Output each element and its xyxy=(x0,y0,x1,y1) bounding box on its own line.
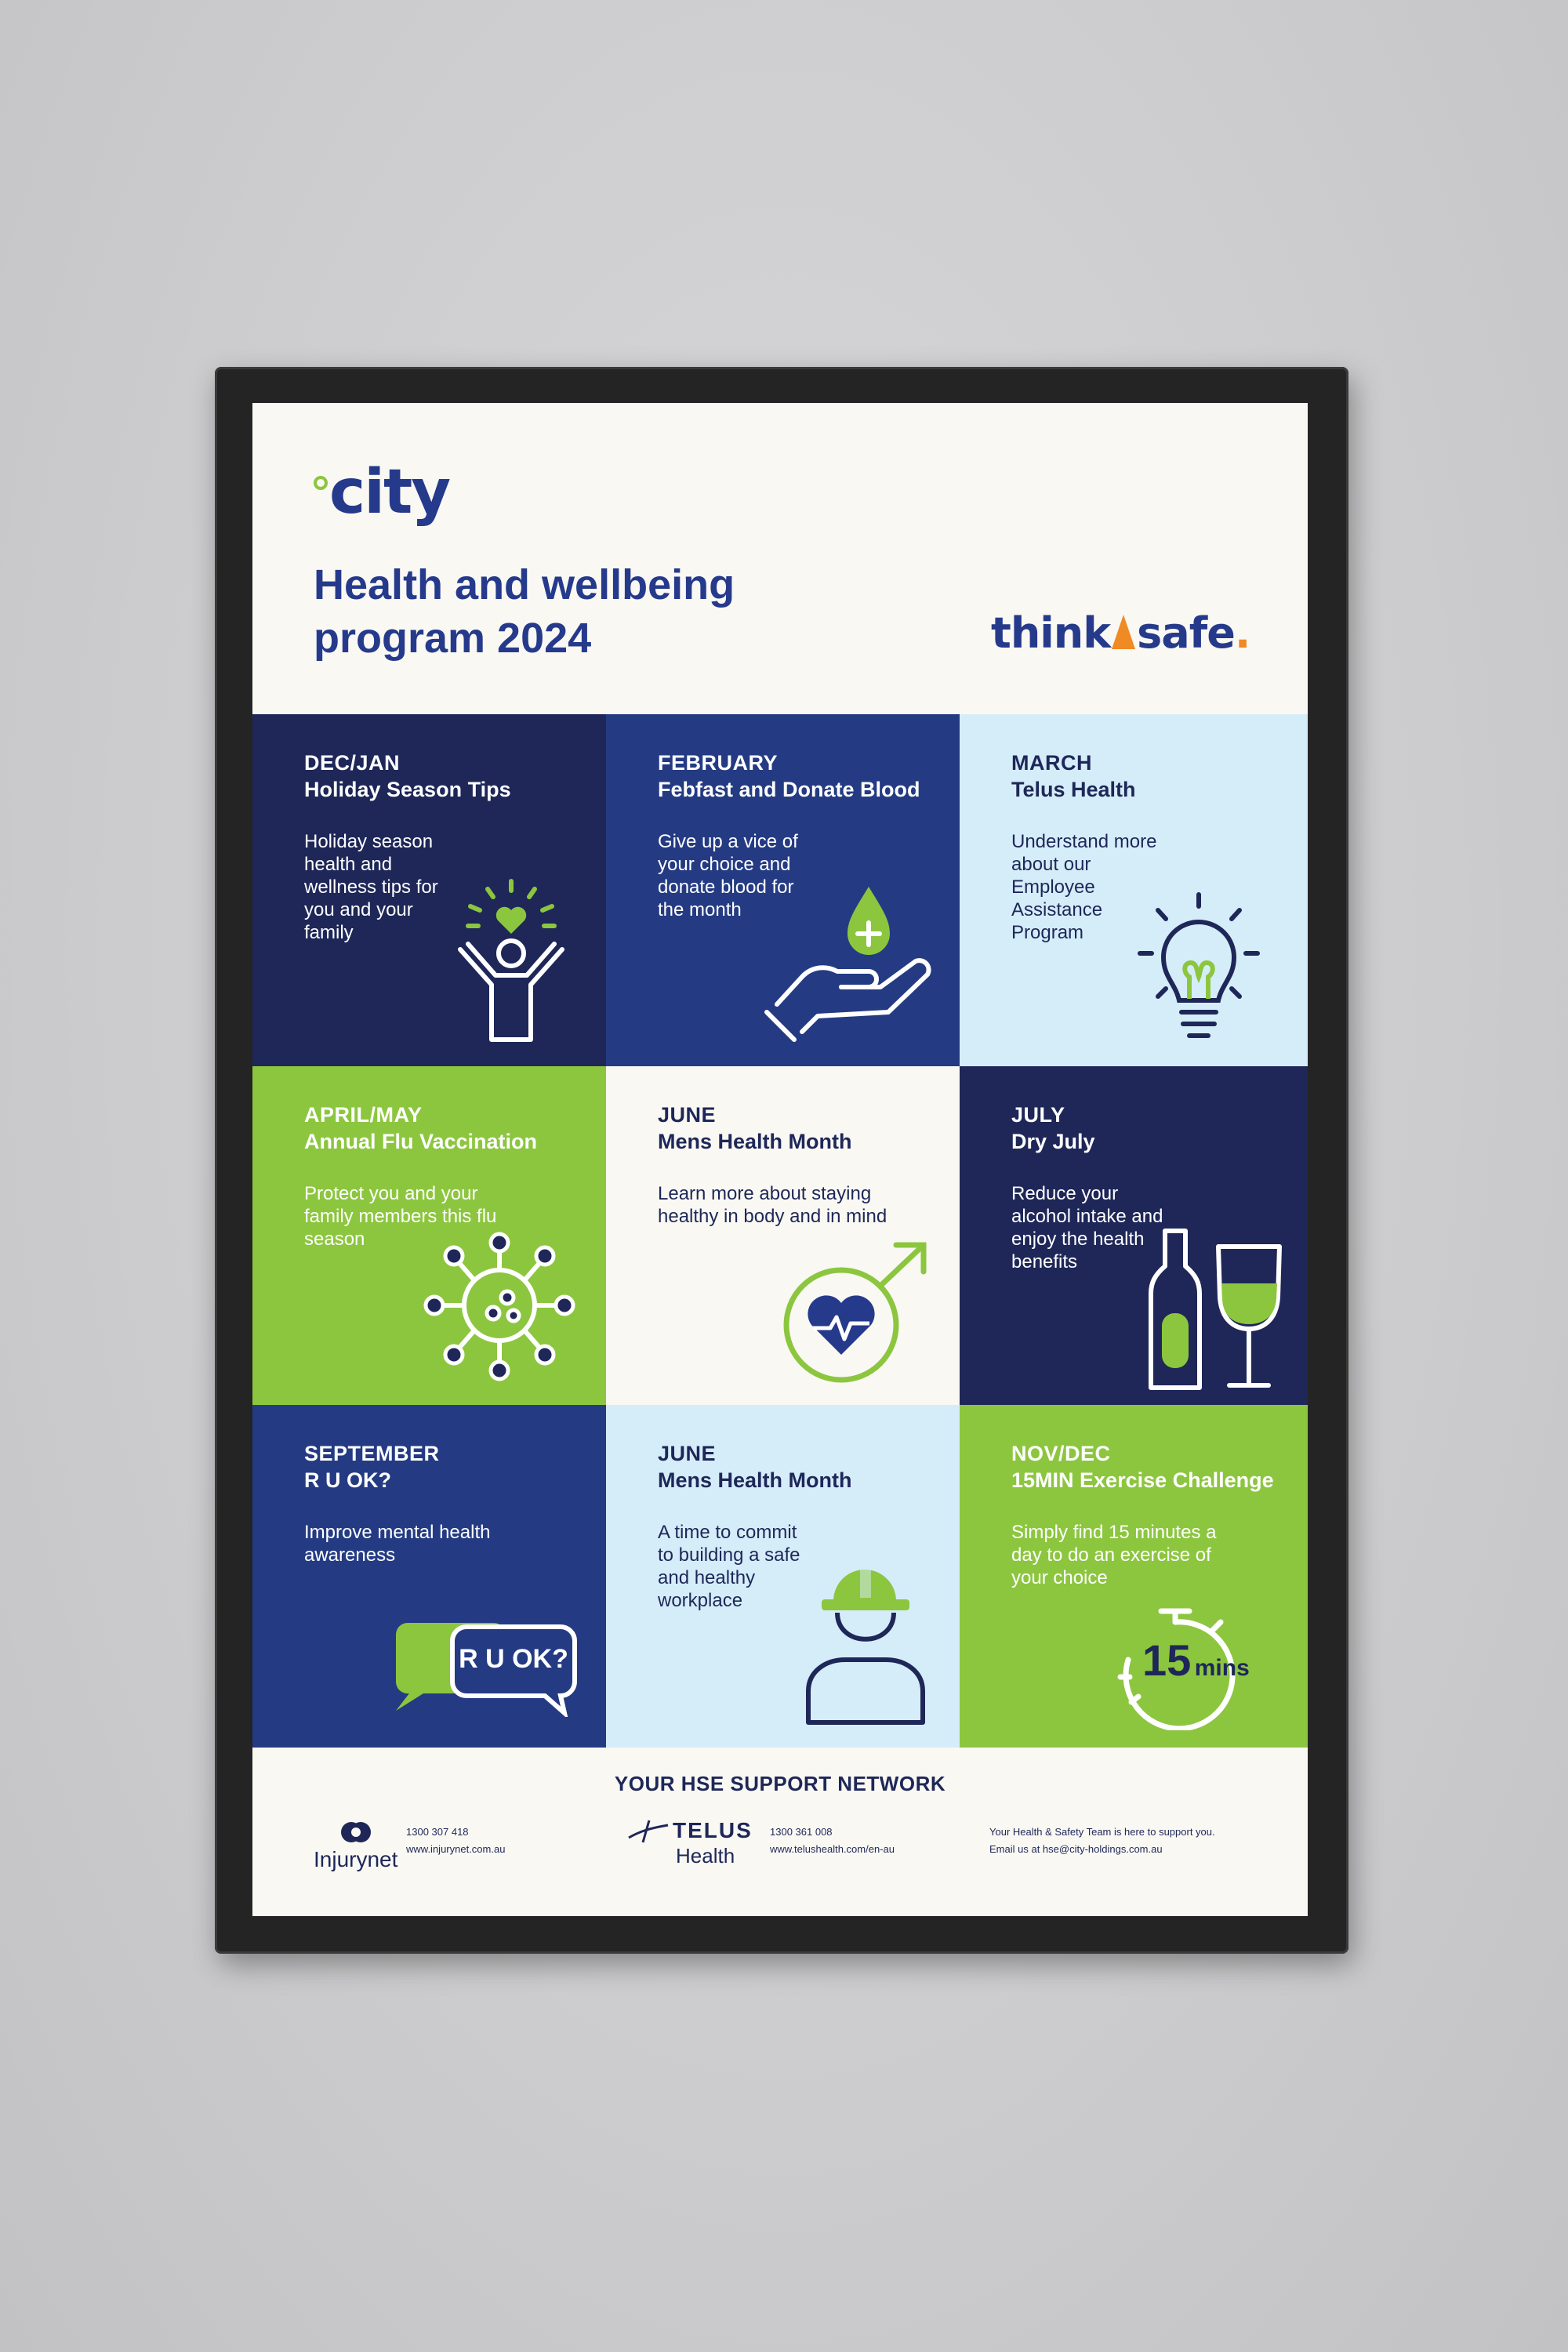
card-theme: R U OK? xyxy=(304,1468,391,1492)
cheering-person-heart-icon xyxy=(445,875,578,1047)
card-theme: Mens Health Month xyxy=(658,1130,852,1153)
telus-logo xyxy=(626,1817,753,1867)
card-description: Protect you and your family members this flu season xyxy=(304,1183,497,1250)
card-theme: Annual Flu Vaccination xyxy=(304,1130,538,1153)
traffic-cone-icon xyxy=(1112,615,1135,649)
telus-contact xyxy=(770,1824,895,1858)
thinksafe-safe: safe xyxy=(1137,608,1235,658)
bottle-glass-icon xyxy=(1148,1227,1289,1396)
stopwatch-number: 15 xyxy=(1142,1635,1192,1685)
card-description: Simply find 15 minutes a day to do an exercise of your choice xyxy=(1011,1522,1217,1588)
lightbulb-icon xyxy=(1128,891,1269,1055)
month-card-july xyxy=(960,1066,1308,1405)
month-card-june xyxy=(606,1066,960,1405)
month-card-april-may xyxy=(252,1066,606,1405)
card-month: JUNE xyxy=(658,1103,717,1127)
injurynet-url[interactable]: www.injurynet.com.au xyxy=(406,1843,506,1855)
card-theme: Febfast and Donate Blood xyxy=(658,778,920,801)
card-month: SEPTEMBER xyxy=(304,1442,440,1465)
title-line-2: program 2024 xyxy=(314,615,592,662)
card-month: APRIL/MAY xyxy=(304,1103,423,1127)
stopwatch-label xyxy=(1142,1635,1250,1686)
city-logo-text: city xyxy=(329,457,450,528)
hse-support-text: Your Health & Safety Team is here to support you. xyxy=(989,1826,1215,1838)
program-grid xyxy=(252,714,1308,1748)
stopwatch-icon xyxy=(1112,1605,1277,1730)
page-title xyxy=(314,558,862,665)
poster xyxy=(252,403,1308,1916)
card-description: Improve mental health awareness xyxy=(304,1522,491,1566)
injurynet-phone: 1300 307 418 xyxy=(406,1826,469,1838)
card-description: Reduce your alcohol intake and enjoy the health benefits xyxy=(1011,1183,1163,1272)
injurynet-icon xyxy=(339,1820,373,1844)
month-card-nov-dec xyxy=(960,1405,1308,1748)
ruok-bubble-text: R U OK? xyxy=(459,1644,568,1674)
card-description: Learn more about staying healthy in body and in mind xyxy=(658,1183,887,1227)
speech-bubbles-icon xyxy=(392,1615,580,1717)
card-theme: Mens Health Month xyxy=(658,1468,852,1492)
injurynet-name: Injurynet xyxy=(314,1847,398,1871)
card-theme: Telus Health xyxy=(1011,778,1136,801)
hand-blood-drop-icon xyxy=(763,879,935,1044)
month-card-dec-jan xyxy=(252,714,606,1066)
card-description: Give up a vice of your choice and donate blood for the month xyxy=(658,831,798,920)
virus-icon xyxy=(421,1223,578,1388)
month-card-march xyxy=(960,714,1308,1066)
hse-contact xyxy=(989,1824,1215,1858)
male-heart-icon xyxy=(779,1239,935,1388)
telus-health-text: Health xyxy=(676,1844,735,1867)
telus-phone: 1300 361 008 xyxy=(770,1826,833,1838)
month-card-february xyxy=(606,714,960,1066)
card-month: DEC/JAN xyxy=(304,751,401,775)
telus-name: TELUS xyxy=(673,1818,753,1842)
city-logo xyxy=(314,457,450,528)
card-description: A time to commit to building a safe and healthy workplace xyxy=(658,1522,800,1611)
card-description: Understand more about our Employee Assistance Program xyxy=(1011,831,1157,943)
hse-email-text[interactable]: Email us at hse@city-holdings.com.au xyxy=(989,1843,1163,1855)
logo-dot-icon xyxy=(314,476,328,490)
telus-url[interactable]: www.telushealth.com/en-au xyxy=(770,1843,895,1855)
month-card-september xyxy=(252,1405,606,1748)
card-theme: Holiday Season Tips xyxy=(304,778,511,801)
card-description: Holiday season health and wellness tips for you and your family xyxy=(304,831,438,943)
card-month: JUNE xyxy=(658,1442,717,1465)
injurynet-contact xyxy=(406,1824,505,1858)
telus-swoosh-icon xyxy=(626,1817,673,1844)
stopwatch-unit: mins xyxy=(1194,1655,1250,1681)
card-month: JULY xyxy=(1011,1103,1065,1127)
footer-title: YOUR HSE SUPPORT NETWORK xyxy=(614,1772,946,1795)
card-month: FEBRUARY xyxy=(658,751,779,775)
injurynet-logo xyxy=(314,1820,397,1871)
hardhat-worker-icon xyxy=(802,1554,931,1726)
title-line-1: Health and wellbeing xyxy=(314,561,735,608)
card-month: NOV/DEC xyxy=(1011,1442,1111,1465)
thinksafe-logo xyxy=(991,608,1250,658)
month-card-june-workplace xyxy=(606,1405,960,1748)
thinksafe-dot-icon: . xyxy=(1234,608,1250,658)
card-theme: 15MIN Exercise Challenge xyxy=(1011,1468,1274,1492)
card-month: MARCH xyxy=(1011,751,1092,775)
thinksafe-think: think xyxy=(991,608,1111,658)
card-theme: Dry July xyxy=(1011,1130,1095,1153)
